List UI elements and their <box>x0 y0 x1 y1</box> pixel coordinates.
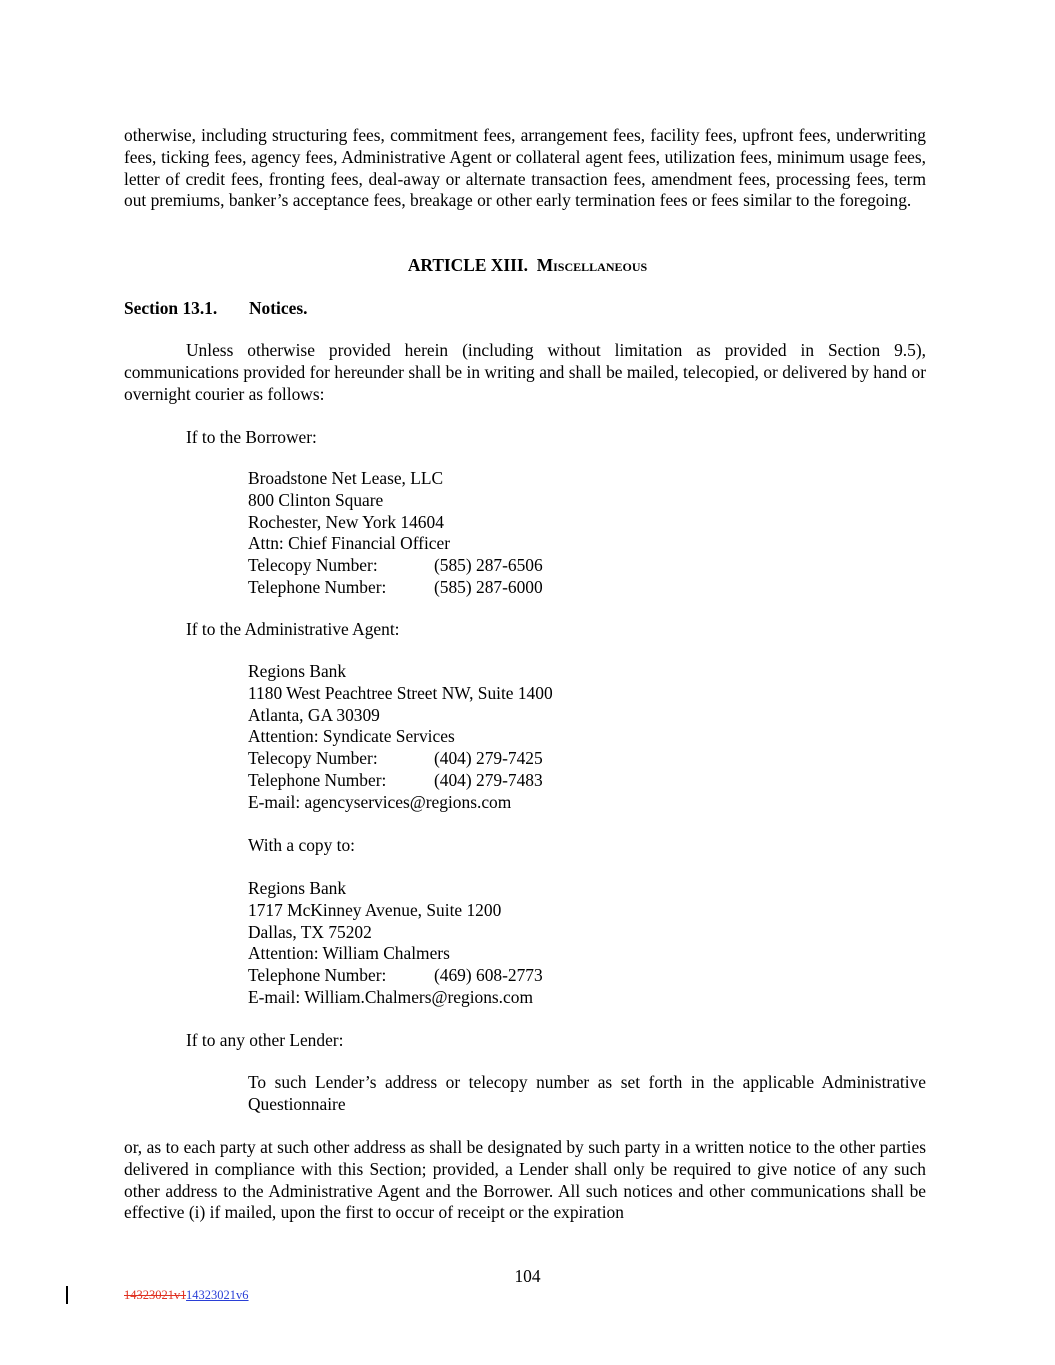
notices-intro-paragraph: Unless otherwise provided herein (including without limitation as provided in Section 9.5), communications provided for hereunder shall be in writing and shall be mailed, telecopied, or delivered by hand or overnight courier as follows: <box>124 340 926 404</box>
borrower-telephone-row <box>248 577 543 599</box>
document-id-inserted: 14323021v6 <box>186 1288 249 1302</box>
copy-to-line: Dallas, TX 75202 <box>248 921 372 942</box>
admin-agent-telecopy: (404) 279-7425 <box>434 748 543 769</box>
telecopy-label: Telecopy Number: <box>248 748 378 769</box>
borrower-telecopy: (585) 287-6506 <box>434 555 543 576</box>
section-heading <box>124 298 307 320</box>
admin-agent-line: 1180 West Peachtree Street NW, Suite 1400 <box>248 682 553 703</box>
other-lender-label: If to any other Lender: <box>186 1030 344 1050</box>
borrower-line: Attn: Chief Financial Officer <box>248 533 451 554</box>
admin-agent-telephone: (404) 279-7483 <box>434 769 543 790</box>
document-id-deleted: 14323021v1 <box>124 1288 187 1302</box>
borrower-line: 800 Clinton Square <box>248 489 384 510</box>
copy-to-label: With a copy to: <box>248 835 356 855</box>
borrower-line: Broadstone Net Lease, LLC <box>248 468 444 488</box>
copy-to-email: E-mail: William.Chalmers@regions.com <box>248 986 533 1007</box>
page-number: 104 <box>514 1266 541 1286</box>
admin-agent-label: If to the Administrative Agent: <box>186 619 400 639</box>
copy-to-line: Attention: William Chalmers <box>248 943 450 964</box>
intro-paragraph: otherwise, including structuring fees, commitment fees, arrangement fees, facility fees, upfront fees, underwriting fees, ticking fees, agency fees, Administrative Agent or collateral agent fees, utilization fees, minimum usage fees, letter of credit fees, fronting fees, deal-away or alternate transaction fees, amendment fees, processing fees, term out premiums, banker’s acceptance fees, breakage or other early termination fees or fees similar to the foregoing. <box>124 125 926 211</box>
document-id <box>124 1288 249 1303</box>
admin-agent-line: Regions Bank <box>248 661 347 681</box>
borrower-telephone: (585) 287-6000 <box>434 576 543 597</box>
closing-paragraph: or, as to each party at such other address as shall be designated by such party in a written notice to the other parties delivered in compliance with this Section; provided, a Lender shall only be required to give notice of any such other address to the Administrative Agent and the Borrower. All such notices and other communications shall be effective (i) if mailed, upon the first to occur of receipt or the expiration <box>124 1137 926 1223</box>
admin-agent-telephone-row <box>248 770 553 792</box>
section-title: Notices. <box>249 298 308 318</box>
borrower-line: Rochester, New York 14604 <box>248 511 444 532</box>
change-bar <box>66 1286 68 1304</box>
admin-agent-line: Atlanta, GA 30309 <box>248 704 380 725</box>
section-number: Section 13.1. <box>124 298 218 318</box>
telephone-label: Telephone Number: <box>248 576 387 597</box>
telephone-label: Telephone Number: <box>248 769 387 790</box>
admin-agent-telecopy-row <box>248 748 553 770</box>
admin-agent-email: E-mail: agencyservices@regions.com <box>248 791 512 812</box>
article-title: Miscellaneous <box>536 255 648 275</box>
telephone-label: Telephone Number: <box>248 965 387 986</box>
other-lender-text: To such Lender’s address or telecopy number as set forth in the applicable Administrative Questionnaire <box>248 1072 926 1114</box>
telecopy-label: Telecopy Number: <box>248 555 378 576</box>
copy-to-address <box>248 878 543 1009</box>
article-prefix: ARTICLE XIII. <box>407 255 529 275</box>
borrower-label: If to the Borrower: <box>186 427 317 447</box>
admin-agent-address <box>248 661 553 814</box>
admin-agent-line: Attention: Syndicate Services <box>248 726 455 747</box>
copy-to-line: Regions Bank <box>248 878 347 898</box>
borrower-telecopy-row <box>248 555 543 577</box>
article-heading <box>0 255 1055 277</box>
borrower-address <box>248 468 543 599</box>
copy-to-line: 1717 McKinney Avenue, Suite 1200 <box>248 899 502 920</box>
copy-to-telephone: (469) 608-2773 <box>434 965 543 986</box>
copy-to-telephone-row <box>248 965 543 987</box>
